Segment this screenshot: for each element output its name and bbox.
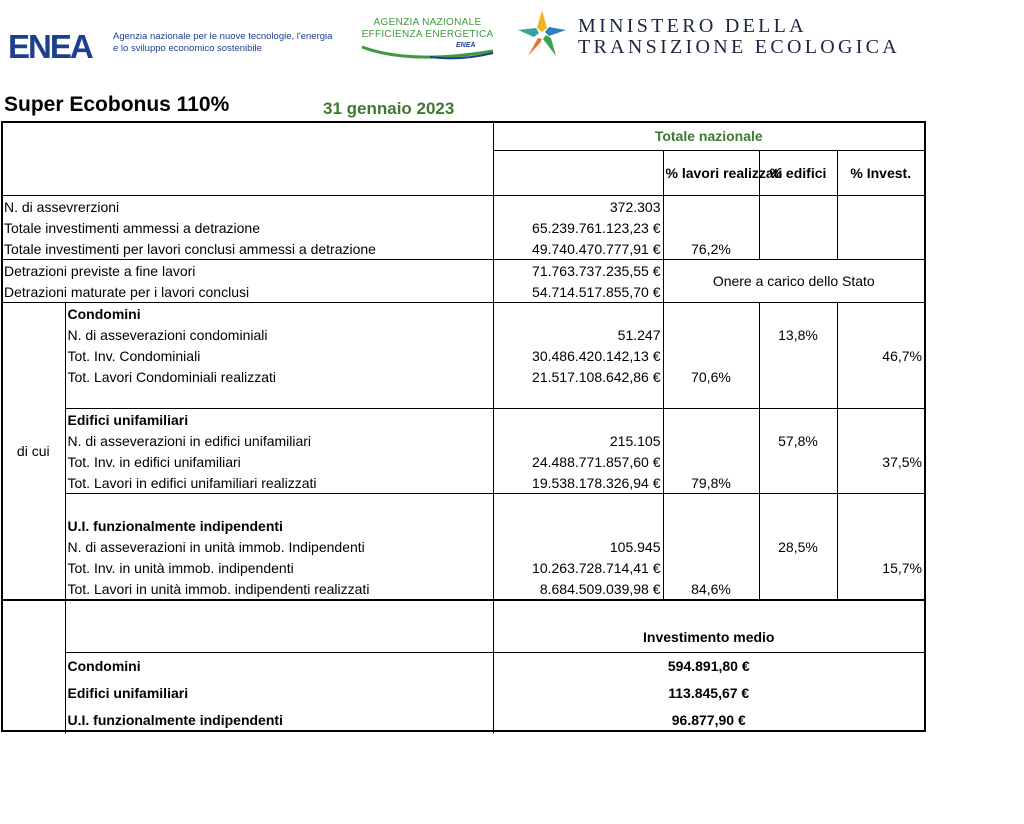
average-value: 594.891,80 € [493, 653, 924, 680]
table-row [2, 515, 924, 536]
table-row [2, 409, 924, 431]
col-edifici-header: % edifici [759, 151, 837, 196]
average-value: 96.877,90 € [493, 706, 924, 733]
enea-logo [8, 28, 108, 65]
section-header: Totale nazionale [493, 122, 924, 151]
row-label: Detrazioni previste a fine lavori [2, 260, 493, 282]
row-label: Tot. Lavori Condominiali realizzati [65, 366, 493, 387]
pct-lavori: 84,6% [663, 578, 759, 600]
group-title: U.I. funzionalmente indipendenti [65, 515, 493, 536]
row-label: Totale investimenti ammessi a detrazione [4, 219, 261, 236]
table-row [2, 238, 924, 260]
average-header-row [2, 622, 924, 653]
row-value: 21.517.108.642,86 € [493, 366, 663, 387]
summary-table [2, 122, 924, 733]
average-header: Investimento medio [493, 622, 924, 653]
table-header-row [2, 122, 924, 151]
row-label: N. di asseverazioni condominiali [65, 324, 493, 345]
row-value: 49.740.470.777,91 € [493, 238, 663, 260]
report-date: 31 gennaio 2023 [323, 99, 455, 118]
group-title: Edifici unifamiliari [65, 409, 493, 431]
page-title: Super Ecobonus 110% [4, 93, 230, 116]
table-row [2, 578, 924, 600]
table-row [2, 260, 924, 282]
row-value: 71.763.737.235,55 € [493, 260, 663, 282]
pct-lavori: 79,8% [663, 472, 759, 494]
ministry-star-icon [516, 8, 568, 60]
row-label: Tot. Lavori in edifici unifamiliari realizzati [65, 472, 493, 494]
ministry-name: MINISTERO DELLA TRANSIZIONE ECOLOGICA [578, 15, 901, 58]
pct-invest: 46,7% [837, 345, 924, 366]
average-row [2, 679, 924, 706]
average-row [2, 653, 924, 680]
average-label: Condomini [65, 653, 493, 680]
enea-description: Agenzia nazionale per le nuove tecnologie, l'energia e lo sviluppo economico sostenibile [113, 31, 333, 54]
row-label: Totale investimenti per lavori conclusi ammessi a detrazione [4, 240, 376, 257]
table-row [2, 217, 924, 238]
row-label: Tot. Inv. Condominiali [65, 345, 493, 366]
table-row [2, 557, 924, 578]
col-lavori-header: % lavori realizzati [663, 151, 759, 196]
row-value: 54.714.517.855,70 € [493, 281, 663, 303]
table-row [2, 430, 924, 451]
table-row [2, 366, 924, 387]
row-label: Tot. Lavori in unità immob. indipendenti realizzati [65, 578, 493, 600]
row-value: 51.247 [493, 324, 663, 345]
row-value: 10.263.728.714,41 € [493, 557, 663, 578]
average-row [2, 706, 924, 733]
onere-note: Onere a carico dello Stato [663, 260, 924, 303]
pct-invest: 15,7% [837, 557, 924, 578]
average-value: 113.845,67 € [493, 679, 924, 706]
col-invest-header: % Invest. [837, 151, 924, 196]
table-row [2, 196, 924, 218]
pct-edifici: 13,8% [759, 324, 837, 345]
pct-edifici: 57,8% [759, 430, 837, 451]
pct-edifici: 28,5% [759, 536, 837, 557]
row-label: N. di asseverazioni in unità immob. Indipendenti [65, 536, 493, 557]
row-value: 215.105 [493, 430, 663, 451]
pct-lavori: 76,2% [663, 238, 759, 260]
average-label: U.I. funzionalmente indipendenti [65, 706, 493, 733]
row-label: Detrazioni maturate per i lavori conclusi [4, 283, 250, 300]
row-label: Tot. Inv. in unità immob. indipendenti [65, 557, 493, 578]
row-value: 372.303 [493, 196, 663, 218]
table-row [2, 536, 924, 557]
table-row [2, 303, 924, 325]
header-logos [0, 0, 1024, 80]
row-value: 30.486.420.142,13 € [493, 345, 663, 366]
row-value: 105.945 [493, 536, 663, 557]
di-cui-label: di cui [2, 303, 65, 601]
row-label: N. di asseverazioni in edifici unifamiliari [65, 430, 493, 451]
row-value: 24.488.771.857,60 € [493, 451, 663, 472]
row-value: 65.239.761.123,23 € [493, 217, 663, 238]
table-row [2, 472, 924, 494]
agency-logo: AGENZIA NAZIONALE EFFICIENZA ENERGETICA ENEA [360, 15, 495, 65]
table-row [2, 345, 924, 366]
pct-lavori: 70,6% [663, 366, 759, 387]
group-title: Condomini [65, 303, 493, 325]
table-row [2, 324, 924, 345]
pct-invest: 37,5% [837, 451, 924, 472]
row-label: N. di assevrerzioni [2, 196, 493, 218]
row-label: Tot. Inv. in edifici unifamiliari [65, 451, 493, 472]
average-label: Edifici unifamiliari [65, 679, 493, 706]
row-value: 19.538.178.326,94 € [493, 472, 663, 494]
svg-text:ENEA: ENEA [8, 28, 92, 65]
table-row [2, 451, 924, 472]
row-value: 8.684.509.039,98 € [493, 578, 663, 600]
